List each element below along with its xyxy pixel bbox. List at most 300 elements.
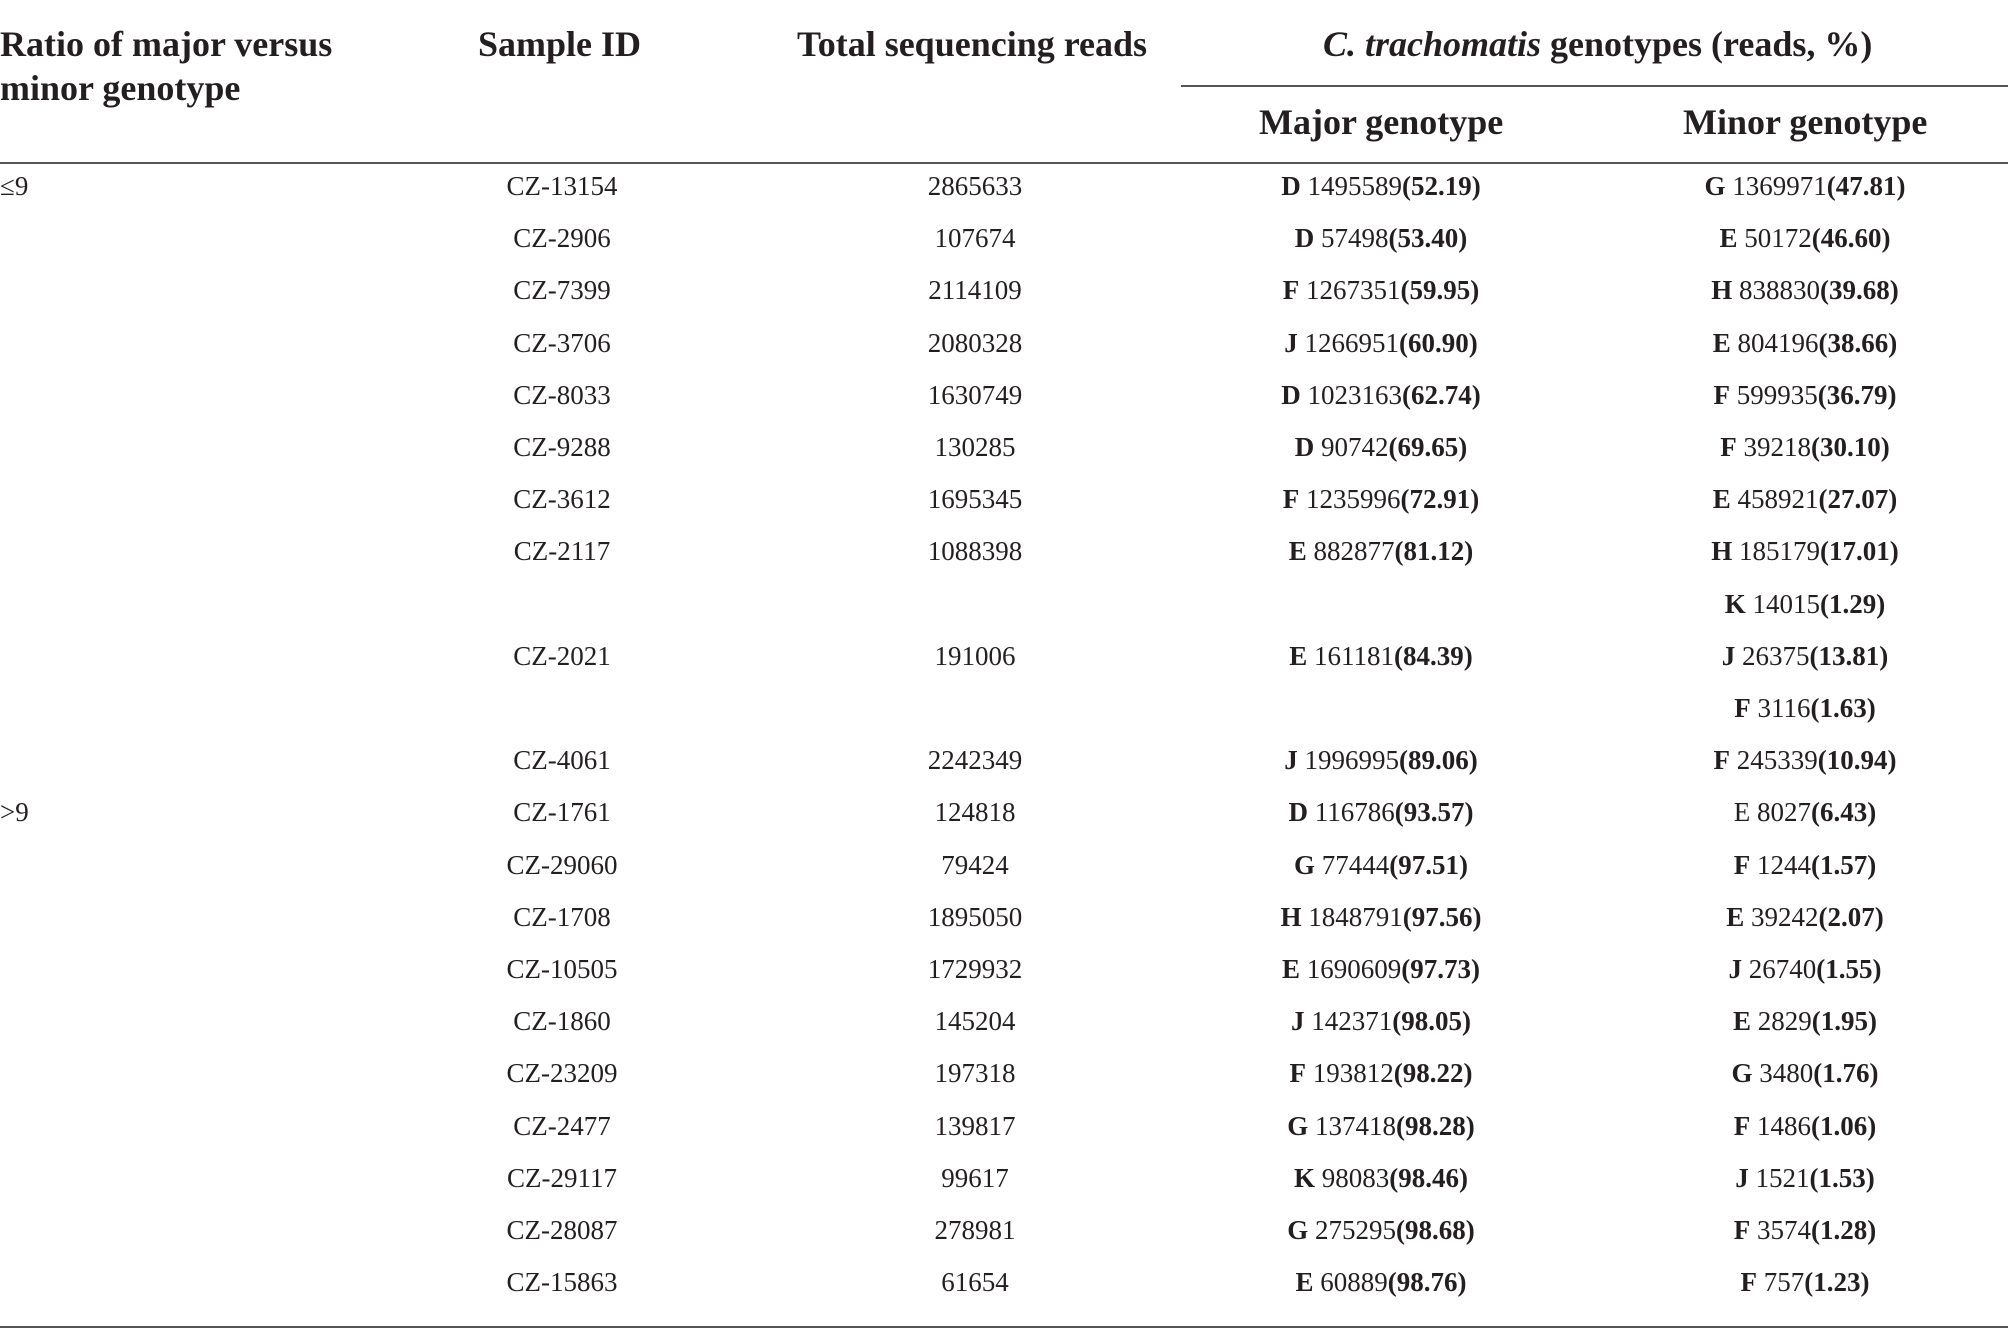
paren-open: (	[1811, 1110, 1820, 1141]
percent-value: 98.05	[1401, 1006, 1462, 1037]
total-reads-cell: 1695345	[927, 484, 1023, 515]
sample-id-cell: CZ-29117	[507, 1162, 617, 1193]
reads-count: 1369971	[1732, 171, 1827, 201]
paren-open: (	[1810, 693, 1820, 723]
reads-count: 1244	[1757, 849, 1811, 880]
paren-close: )	[1867, 1215, 1877, 1245]
paren-close: )	[1867, 797, 1877, 828]
minor-genotype-cell	[1734, 797, 1877, 828]
paren-close: )	[1457, 1267, 1467, 1298]
major-genotype-cell	[1294, 1163, 1468, 1194]
percent-value: 13.81	[1818, 640, 1880, 671]
reads-count: 275295	[1315, 1215, 1397, 1245]
sample-id-cell: CZ-2477	[513, 1110, 611, 1141]
genotype-letter: E	[1712, 327, 1731, 358]
major-genotype-cell	[1281, 171, 1481, 202]
percent-value: 1.29	[1829, 588, 1877, 619]
paren-open: (	[1394, 640, 1404, 671]
genotype-letter: F	[1289, 1058, 1306, 1089]
reads-count: 3574	[1757, 1215, 1811, 1245]
percent-value: 98.76	[1396, 1267, 1458, 1298]
major-genotype-cell	[1287, 1215, 1475, 1246]
genotype-letter: F	[1734, 693, 1751, 723]
genotype-letter: G	[1287, 1110, 1309, 1141]
genotype-letter: J	[1291, 1006, 1305, 1037]
minor-genotype-cell	[1722, 641, 1889, 672]
percent-value: 97.51	[1398, 849, 1460, 880]
reads-count: 1266951	[1304, 327, 1399, 358]
reads-count: 1521	[1755, 1162, 1810, 1193]
major-genotype-cell	[1294, 850, 1468, 881]
paren-close: )	[1463, 640, 1473, 671]
header-ratio: Ratio of major versus minor genotype	[0, 24, 333, 108]
sample-id-cell: CZ-4061	[513, 745, 611, 776]
percent-value: 36.79	[1826, 379, 1888, 410]
total-reads-cell: 79424	[941, 849, 1009, 880]
paren-open: (	[1813, 1058, 1823, 1089]
paren-close: )	[1464, 797, 1474, 828]
major-genotype-cell	[1283, 275, 1480, 306]
sample-id-cell: CZ-28087	[506, 1215, 618, 1245]
reads-count: 57498	[1321, 223, 1389, 254]
header-total-reads: Total sequencing reads	[797, 24, 1148, 64]
genotype-letter: H	[1711, 275, 1733, 306]
paren-close: )	[1471, 171, 1481, 201]
reads-count: 757	[1763, 1267, 1805, 1298]
paren-close: )	[1879, 640, 1889, 671]
percent-value: 60.90	[1408, 327, 1469, 358]
paren-open: (	[1392, 1006, 1402, 1037]
reads-count: 882877	[1313, 536, 1395, 567]
major-genotype-cell	[1284, 745, 1478, 776]
total-reads-cell: 99617	[941, 1162, 1009, 1193]
paren-open: (	[1816, 954, 1826, 984]
paren-open: (	[1804, 1267, 1814, 1298]
paren-close: )	[1866, 693, 1876, 723]
major-genotype-cell	[1295, 432, 1468, 463]
group-label: ≤9	[0, 171, 29, 201]
major-genotype-cell	[1290, 1058, 1473, 1089]
reads-count: 77444	[1321, 849, 1390, 880]
genotype-letter: D	[1281, 171, 1301, 201]
reads-count: 98083	[1321, 1162, 1390, 1193]
paren-open: (	[1399, 327, 1408, 358]
reads-count: 245339	[1736, 745, 1818, 776]
genotype-letter: F	[1282, 484, 1300, 515]
paren-open: (	[1811, 849, 1820, 880]
reads-count: 50172	[1744, 223, 1812, 254]
paren-close: )	[1464, 536, 1474, 567]
paren-open: (	[1811, 1006, 1821, 1037]
paren-open: (	[1402, 901, 1412, 932]
paren-close: )	[1896, 171, 1906, 201]
genotype-letter: E	[1733, 797, 1751, 828]
paren-open: (	[1809, 1162, 1819, 1193]
total-reads-cell: 107674	[934, 223, 1016, 254]
minor-genotype-cell	[1726, 902, 1884, 933]
paren-open: (	[1388, 432, 1398, 462]
percent-value: 47.81	[1835, 171, 1897, 201]
paren-close: )	[1468, 327, 1478, 358]
percent-value: 59.95	[1409, 275, 1471, 306]
genotype-letter: D	[1294, 432, 1315, 462]
percent-value: 97.56	[1411, 901, 1473, 932]
percent-value: 1.57	[1820, 849, 1868, 880]
percent-value: 69.65	[1397, 432, 1459, 462]
percent-value: 93.57	[1403, 797, 1465, 828]
percent-value: 1.95	[1820, 1006, 1869, 1037]
paren-close: )	[1463, 1058, 1473, 1089]
paren-open: (	[1401, 954, 1411, 984]
reads-count: 804196	[1737, 327, 1819, 358]
paren-open: (	[1388, 223, 1398, 254]
paren-close: )	[1869, 1058, 1879, 1089]
paren-open: (	[1820, 588, 1830, 619]
reads-count: 1486	[1757, 1110, 1811, 1141]
header-major: Major genotype	[1259, 102, 1504, 142]
reads-count: 1267351	[1306, 275, 1401, 306]
paren-open: (	[1393, 1058, 1403, 1089]
reads-count: 39218	[1743, 432, 1811, 462]
paren-close: )	[1459, 849, 1469, 880]
reads-count: 1996995	[1304, 745, 1399, 776]
paren-open: (	[1400, 275, 1410, 306]
percent-value: 17.01	[1829, 536, 1890, 567]
minor-genotype-cell	[1734, 693, 1876, 724]
percent-value: 98.22	[1402, 1058, 1464, 1089]
genotype-letter: E	[1295, 1267, 1314, 1298]
header-genotypes-rest: genotypes (reads, %)	[1541, 24, 1873, 64]
minor-genotype-cell	[1733, 1006, 1877, 1037]
minor-genotype-cell	[1734, 1111, 1877, 1142]
paren-close: )	[1874, 901, 1884, 932]
paren-open: (	[1809, 640, 1819, 671]
genotype-letter: F	[1713, 379, 1730, 410]
total-reads-cell: 145204	[934, 1006, 1016, 1037]
genotype-letter: E	[1726, 901, 1745, 932]
paren-close: )	[1868, 1006, 1878, 1037]
genotype-letter: F	[1740, 1267, 1757, 1298]
total-reads-cell: 191006	[934, 640, 1016, 671]
paren-close: )	[1462, 1006, 1471, 1037]
genotype-letter: D	[1294, 223, 1315, 254]
genotype-letter: G	[1731, 1058, 1753, 1089]
sample-id-cell: CZ-3706	[513, 327, 611, 358]
major-genotype-cell	[1280, 902, 1481, 933]
paren-close: )	[1458, 223, 1468, 254]
table-bottom-rule	[0, 1326, 2008, 1328]
header-minor: Minor genotype	[1683, 102, 1928, 142]
major-genotype-cell	[1287, 1111, 1475, 1142]
genotype-letter: E	[1712, 484, 1731, 515]
percent-value: 10.94	[1826, 745, 1888, 776]
genotype-letter: J	[1735, 1162, 1749, 1193]
paren-close: )	[1459, 1162, 1469, 1193]
genotype-letter: J	[1284, 327, 1298, 358]
genotypes-subheader-rule	[1181, 85, 2008, 87]
paren-close: )	[1889, 536, 1899, 567]
paren-open: (	[1396, 1110, 1406, 1141]
percent-value: 81.12	[1403, 536, 1465, 567]
sample-id-cell: CZ-2021	[513, 640, 611, 671]
paren-open: (	[1396, 1215, 1406, 1245]
sample-id-cell: CZ-7399	[513, 275, 611, 306]
reads-count: 1023163	[1307, 379, 1402, 410]
minor-genotype-cell	[1725, 589, 1886, 620]
total-reads-cell: 2114109	[928, 275, 1022, 306]
percent-value: 1.28	[1820, 1215, 1868, 1245]
reads-count: 26375	[1742, 640, 1810, 671]
percent-value: 39.68	[1829, 275, 1890, 306]
reads-count: 142371	[1311, 1006, 1393, 1037]
genotype-letter: F	[1720, 432, 1737, 462]
percent-value: 1.23	[1813, 1267, 1861, 1298]
percent-value: 1.53	[1818, 1162, 1866, 1193]
minor-genotype-cell	[1711, 536, 1899, 567]
reads-count: 1495589	[1307, 171, 1402, 201]
paren-close: )	[1888, 484, 1898, 515]
sample-id-cell: CZ-2906	[513, 223, 611, 254]
reads-count: 8027	[1757, 797, 1811, 828]
header-genotypes	[1323, 22, 1872, 66]
genotype-letter: D	[1281, 379, 1301, 410]
percent-value: 1.76	[1822, 1058, 1870, 1089]
percent-value: 1.55	[1825, 954, 1873, 984]
genotype-letter: E	[1732, 1006, 1752, 1037]
reads-count: 599935	[1736, 379, 1818, 410]
total-reads-cell: 139817	[934, 1110, 1016, 1141]
paren-open: (	[1818, 484, 1828, 515]
sample-id-cell: CZ-3612	[513, 484, 611, 515]
percent-value: 98.46	[1398, 1162, 1460, 1193]
major-genotype-cell	[1289, 641, 1473, 672]
reads-count: 3116	[1757, 693, 1811, 723]
major-genotype-cell	[1291, 1006, 1471, 1037]
paren-close: )	[1865, 1162, 1875, 1193]
total-reads-cell: 130285	[934, 432, 1016, 462]
percent-value: 62.74	[1411, 379, 1472, 410]
header-genotypes-species: C. trachomatis	[1323, 24, 1542, 64]
minor-genotype-cell	[1704, 171, 1905, 202]
paren-close: )	[1465, 1215, 1475, 1245]
major-genotype-cell	[1281, 380, 1481, 411]
reads-count: 26740	[1748, 954, 1817, 984]
major-genotype-cell	[1282, 954, 1480, 985]
paren-open: (	[1820, 536, 1830, 567]
sample-id-cell: CZ-13154	[506, 171, 618, 201]
minor-genotype-cell	[1734, 1215, 1877, 1246]
sample-id-cell: CZ-15863	[506, 1267, 618, 1298]
percent-value: 84.39	[1403, 640, 1464, 671]
reads-count: 838830	[1739, 275, 1821, 306]
genotype-letter: F	[1713, 745, 1730, 776]
genotype-letter: K	[1724, 588, 1746, 619]
paren-close: )	[1465, 1110, 1475, 1141]
total-reads-cell: 197318	[934, 1058, 1016, 1089]
paren-open: (	[1400, 484, 1410, 515]
paren-open: (	[1394, 536, 1404, 567]
paren-close: )	[1867, 1110, 1877, 1141]
genotype-letter: E	[1719, 223, 1738, 254]
minor-genotype-cell	[1713, 328, 1898, 359]
minor-genotype-cell	[1713, 484, 1898, 515]
sample-id-cell: CZ-29060	[506, 849, 618, 880]
paren-open: (	[1387, 1267, 1397, 1298]
sample-id-cell: CZ-2117	[513, 536, 611, 567]
paren-close: )	[1470, 484, 1480, 515]
paren-close: )	[1867, 849, 1877, 880]
minor-genotype-cell	[1734, 850, 1877, 881]
total-reads-cell: 124818	[934, 797, 1016, 828]
paren-open: (	[1811, 223, 1821, 254]
total-reads-cell: 2242349	[927, 745, 1023, 776]
major-genotype-cell	[1289, 797, 1474, 828]
percent-value: 89.06	[1408, 745, 1469, 776]
minor-genotype-cell	[1741, 1267, 1870, 1298]
paren-open: (	[1399, 745, 1408, 776]
paren-open: (	[1818, 901, 1828, 932]
minor-genotype-cell	[1714, 745, 1897, 776]
minor-genotype-cell	[1714, 380, 1897, 411]
reads-count: 1690609	[1306, 954, 1402, 984]
genotype-letter: J	[1284, 745, 1298, 776]
genotype-letter: H	[1280, 901, 1302, 932]
paren-close: )	[1472, 901, 1482, 932]
paren-open: (	[1811, 797, 1820, 828]
genotype-letter: J	[1721, 640, 1736, 671]
percent-value: 27.07	[1827, 484, 1889, 515]
minor-genotype-cell	[1719, 223, 1890, 254]
paren-open: (	[1826, 171, 1836, 201]
reads-count: 60889	[1320, 1267, 1388, 1298]
paren-open: (	[1389, 1162, 1399, 1193]
paren-open: (	[1811, 432, 1820, 462]
paren-open: (	[1818, 327, 1828, 358]
minor-genotype-cell	[1729, 954, 1882, 985]
paren-open: (	[1389, 849, 1399, 880]
paren-open: (	[1402, 379, 1411, 410]
genotype-letter: F	[1733, 1215, 1751, 1245]
header-bottom-rule	[0, 162, 2008, 164]
paren-close: )	[1876, 588, 1886, 619]
total-reads-cell: 1729932	[927, 954, 1023, 984]
percent-value: 72.91	[1409, 484, 1471, 515]
major-genotype-cell	[1284, 328, 1478, 359]
total-reads-cell: 278981	[934, 1215, 1016, 1245]
percent-value: 53.40	[1397, 223, 1459, 254]
genotype-letter: G	[1287, 1215, 1309, 1245]
genotype-letter: E	[1289, 640, 1308, 671]
reads-count: 3480	[1759, 1058, 1814, 1089]
paren-close: )	[1470, 275, 1480, 306]
reads-count: 90742	[1321, 432, 1389, 462]
paren-open: (	[1817, 379, 1827, 410]
total-reads-cell: 1630749	[927, 379, 1023, 410]
percent-value: 2.07	[1827, 901, 1875, 932]
genotype-letter: G	[1704, 171, 1726, 201]
minor-genotype-cell	[1720, 432, 1890, 463]
genotype-letter: H	[1711, 536, 1733, 567]
sample-id-cell: CZ-8033	[513, 379, 611, 410]
reads-count: 185179	[1739, 536, 1821, 567]
percent-value: 46.60	[1820, 223, 1882, 254]
minor-genotype-cell	[1735, 1163, 1875, 1194]
percent-value: 98.68	[1405, 1215, 1466, 1245]
percent-value: 98.28	[1405, 1110, 1466, 1141]
major-genotype-cell	[1289, 536, 1474, 567]
paren-close: )	[1888, 327, 1898, 358]
reads-count: 161181	[1314, 640, 1395, 671]
major-genotype-cell	[1295, 223, 1468, 254]
reads-count: 1848791	[1308, 901, 1403, 932]
reads-count: 39242	[1751, 901, 1819, 932]
minor-genotype-cell	[1711, 275, 1899, 306]
sample-id-cell: CZ-1708	[513, 901, 611, 932]
genotype-letter: F	[1282, 275, 1300, 306]
paren-close: )	[1471, 954, 1481, 984]
percent-value: 1.06	[1820, 1110, 1868, 1141]
reads-count: 2829	[1757, 1006, 1812, 1037]
sample-id-cell: CZ-1761	[513, 797, 611, 828]
genotype-letter: J	[1728, 954, 1742, 984]
genotype-letter: F	[1733, 1110, 1751, 1141]
percent-value: 38.66	[1827, 327, 1889, 358]
paren-open: (	[1817, 745, 1827, 776]
total-reads-cell: 2080328	[927, 327, 1023, 358]
paren-close: )	[1889, 275, 1899, 306]
total-reads-cell: 1895050	[927, 901, 1023, 932]
percent-value: 52.19	[1411, 171, 1472, 201]
reads-count: 137418	[1315, 1110, 1397, 1141]
total-reads-cell: 61654	[941, 1267, 1009, 1298]
genotype-letter: G	[1293, 849, 1316, 880]
paren-close: )	[1860, 1267, 1870, 1298]
reads-count: 116786	[1314, 797, 1395, 828]
minor-genotype-cell	[1731, 1058, 1878, 1089]
paren-close: )	[1887, 745, 1897, 776]
group-label: >9	[0, 797, 29, 828]
paren-close: )	[1881, 223, 1891, 254]
total-reads-cell: 1088398	[927, 536, 1023, 567]
major-genotype-cell	[1283, 484, 1480, 515]
paren-open: (	[1820, 275, 1830, 306]
reads-count: 193812	[1312, 1058, 1394, 1089]
sample-id-cell: CZ-1860	[513, 1006, 611, 1037]
paren-close: )	[1887, 379, 1897, 410]
paren-close: )	[1471, 379, 1481, 410]
paren-close: )	[1880, 432, 1890, 462]
sample-id-cell: CZ-23209	[506, 1058, 618, 1089]
genotype-letter: E	[1281, 954, 1301, 984]
header-sample-id: Sample ID	[478, 24, 642, 64]
total-reads-cell: 2865633	[927, 171, 1023, 201]
sample-id-cell: CZ-10505	[506, 954, 618, 984]
major-genotype-cell	[1295, 1267, 1466, 1298]
genotype-letter: D	[1288, 797, 1308, 828]
paren-open: (	[1402, 171, 1411, 201]
reads-count: 458921	[1737, 484, 1819, 515]
reads-count: 1235996	[1306, 484, 1401, 515]
genotype-letter: E	[1288, 536, 1307, 567]
genotype-letter: F	[1733, 849, 1751, 880]
paren-open: (	[1811, 1215, 1820, 1245]
percent-value: 97.73	[1410, 954, 1472, 984]
percent-value: 30.10	[1820, 432, 1881, 462]
paren-open: (	[1394, 797, 1404, 828]
paren-close: )	[1458, 432, 1468, 462]
percent-value: 1.63	[1819, 693, 1867, 723]
genotype-letter: K	[1293, 1162, 1316, 1193]
